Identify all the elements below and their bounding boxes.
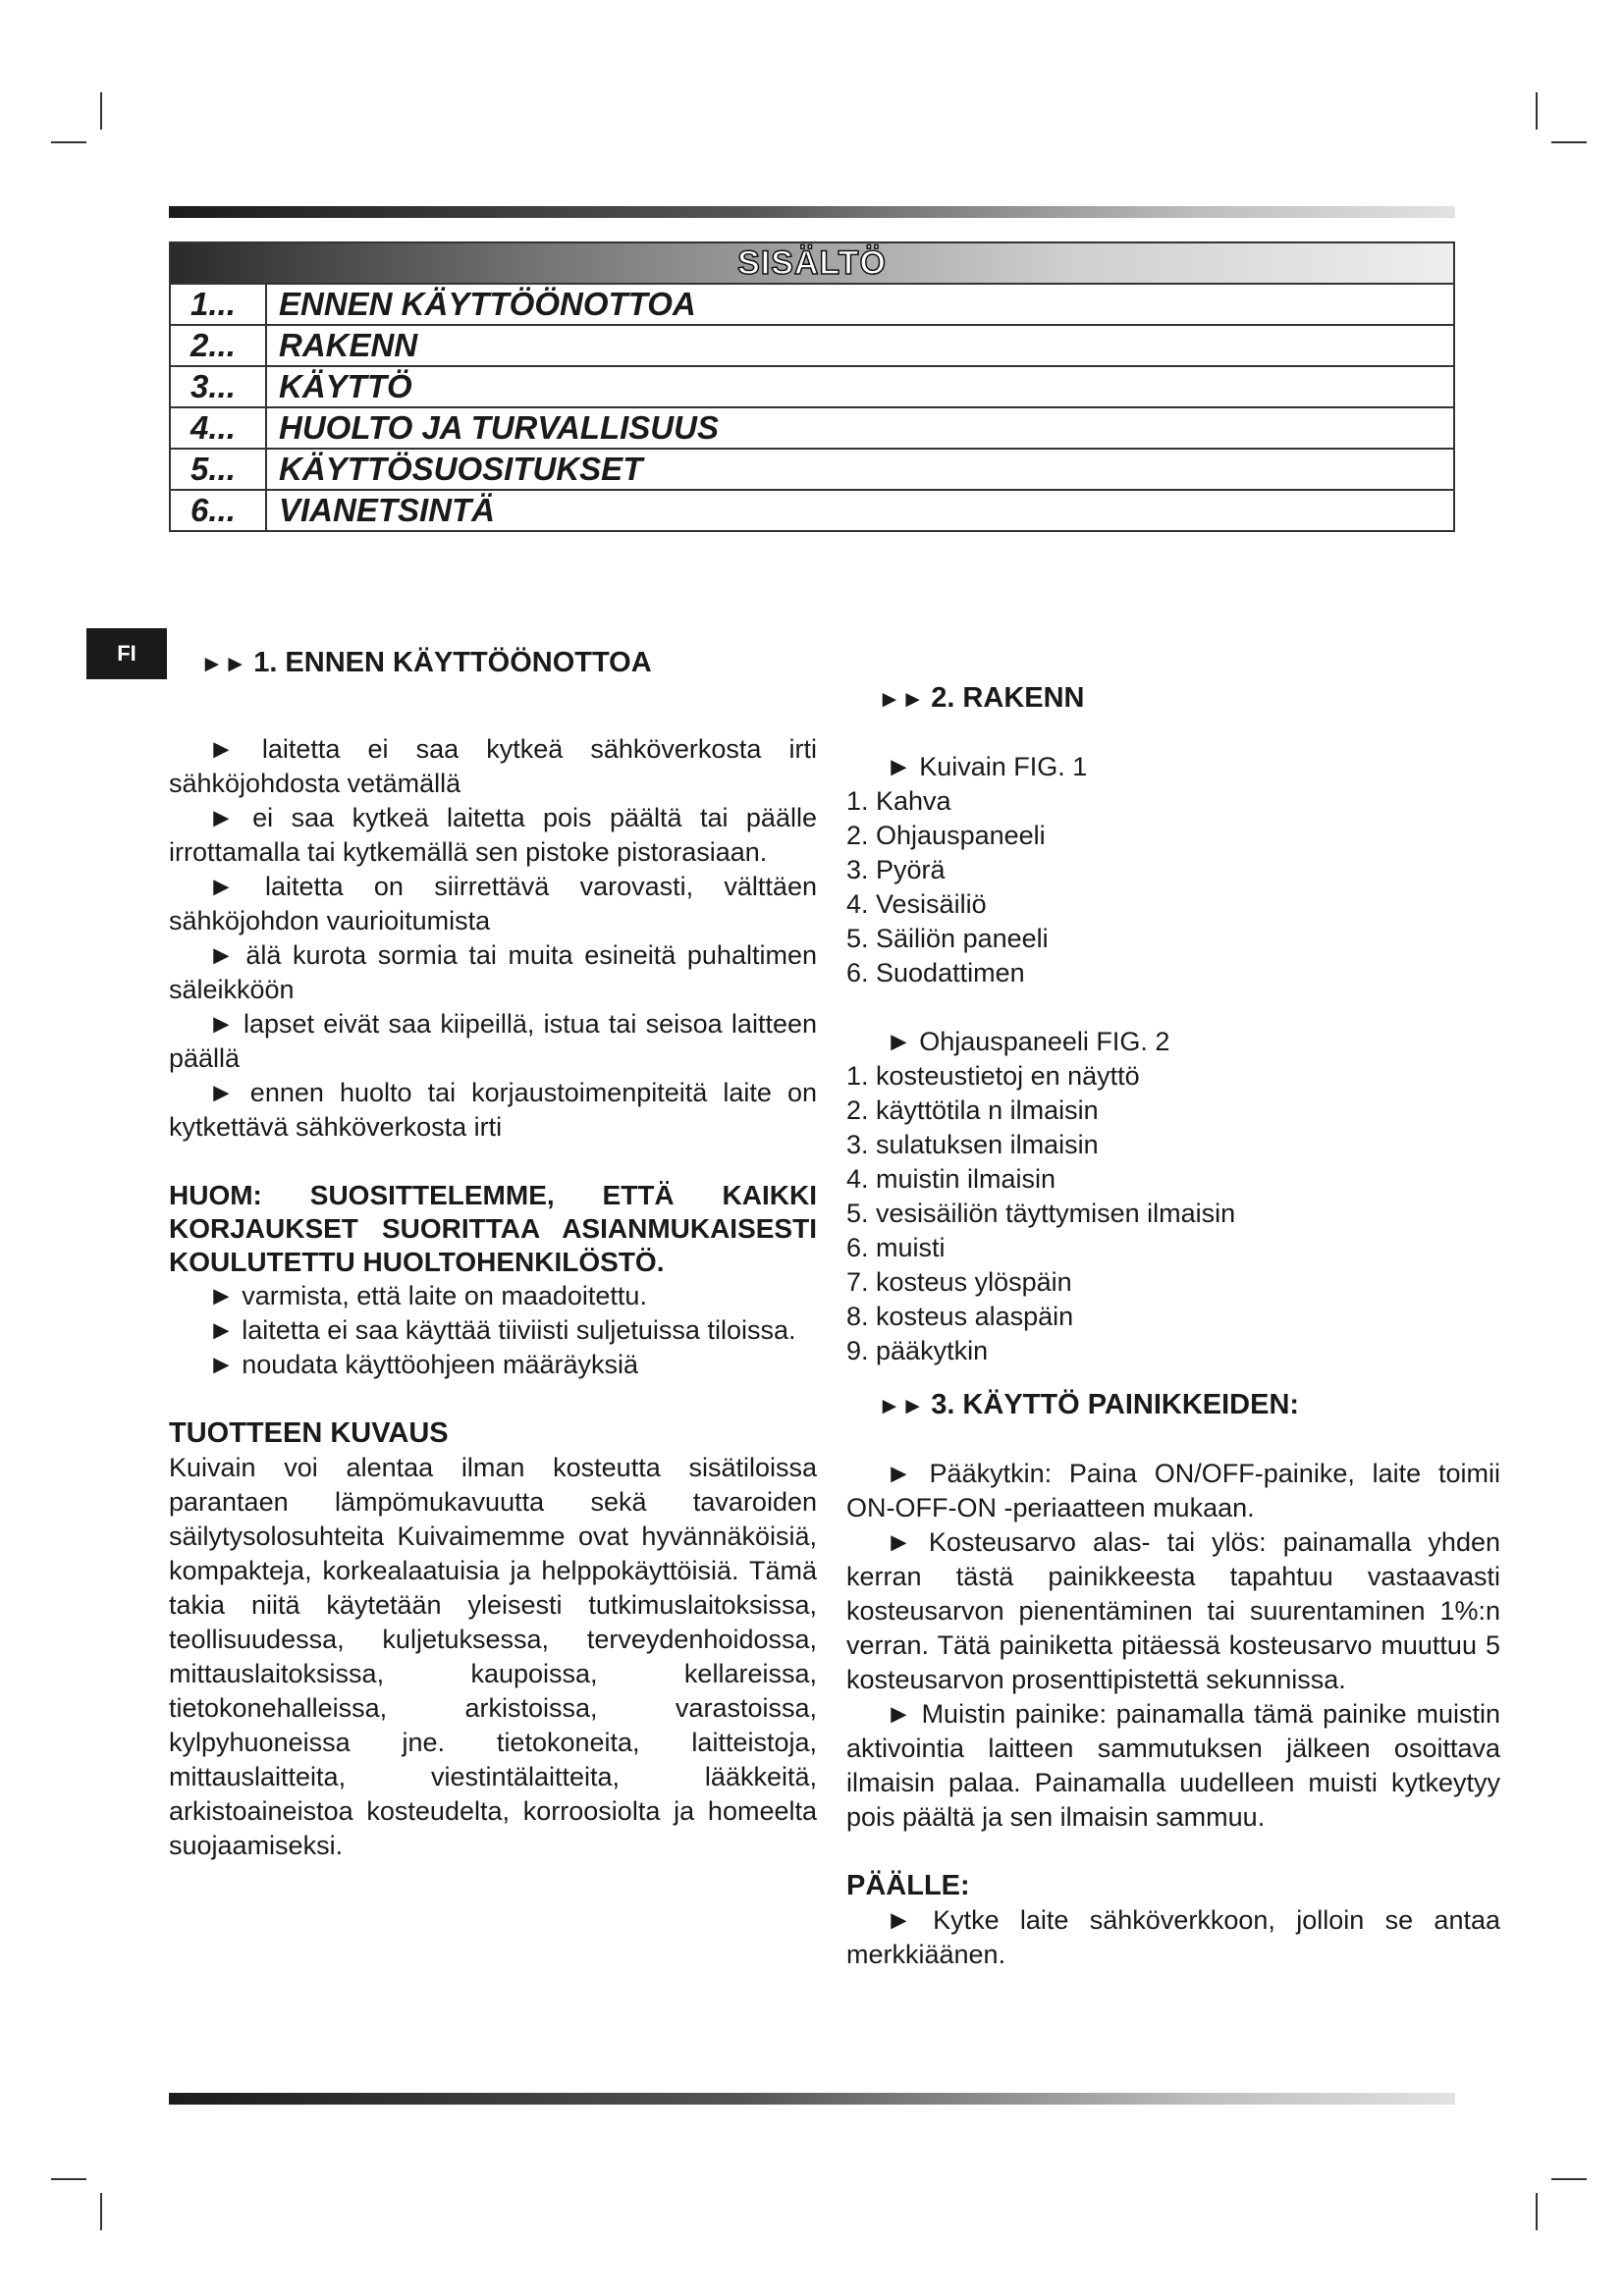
list-item: 4. Vesisäiliö [846, 889, 987, 919]
bullet: ► lapset eivät saa kiipeillä, istua tai seisoa laitteen päällä [169, 1009, 817, 1073]
crop-mark [1551, 2178, 1587, 2180]
fig2-label: ► Ohjauspaneeli FIG. 2 [886, 1027, 1170, 1056]
section-2-heading: ►► 2. RAKENN [878, 682, 1085, 714]
list-item: 9. pääkytkin [846, 1336, 989, 1365]
bullet: ► laitetta ei saa käyttää tiiviisti suljetuissa tiloissa. [208, 1315, 796, 1345]
bullet: ► varmista, että laite on maadoitettu. [208, 1281, 647, 1310]
crop-mark [1551, 141, 1587, 143]
list-item: 8. kosteus alaspäin [846, 1302, 1074, 1331]
fig1-list [846, 784, 1500, 990]
bullet: ► ei saa kytkeä laitetta pois päältä tai päälle irrottamalla tai kytkemällä sen pistoke pistorasiaan. [169, 803, 817, 867]
toc-row: 5... KÄYTTÖSUOSITUKSET [170, 449, 1454, 490]
toc-row: 6... VIANETSINTÄ [170, 490, 1454, 531]
bottom-gradient-bar [169, 2093, 1455, 2105]
product-description: Kuivain voi alentaa ilman kosteutta sisätiloissa parantaen lämpömukavuutta sekä tavaroiden säilytysolosuhteita Kuivaimemme ovat hyvännäköisiä, kompakteja, korkealaatuisia ja helppokäyttöisiä. Tämä takia niitä käytetään yleisesti tutkimuslaitoksissa, teollisuudessa, kuljetuksessa, terveydenhoidossa, mittauslaitoksissa, kaupoissa, kellareissa, tietokonehalleissa, arkistoissa, varastoissa, kylpyhuoneissa jne. tietokoneita, laitteistoja, mittauslaitteita, viestintälaitteita, lääkkeitä, arkistoaineistoa kosteudelta, korroosiolta ja homeelta suojaamiseksi. [169, 1453, 817, 1860]
list-item: 4. muistin ilmaisin [846, 1164, 1056, 1194]
list-item: 6. muisti [846, 1233, 946, 1262]
list-item: 5. Säiliön paneeli [846, 924, 1049, 953]
crop-mark [1536, 2193, 1538, 2230]
bullet: ► laitetta ei saa kytkeä sähköverkosta irti sähköjohdosta vetämällä [169, 734, 818, 798]
crop-mark [51, 2178, 86, 2180]
toc-title: SISÄLTÖ [170, 242, 1454, 284]
list-item: 2. käyttötila n ilmaisin [846, 1095, 1099, 1125]
fig1-label: ► Kuivain FIG. 1 [886, 752, 1088, 781]
paragraph: ► Muistin painike: painamalla tämä painike muistin aktivointia laitteen sammutuksen jälkeen osoittava ilmaisin palaa. Painamalla uudelleen muisti kytkeytyy pois päältä ja sen ilmaisin sammuu. [846, 1699, 1500, 1832]
table-of-contents [169, 241, 1455, 532]
list-item: 5. vesisäiliön täyttymisen ilmaisin [846, 1199, 1236, 1228]
product-heading: TUOTTEEN KUVAUS [169, 1417, 449, 1449]
toc-row: 3... KÄYTTÖ [170, 366, 1454, 407]
bullet: ► laitetta on siirrettävä varovasti, välttäen sähköjohdon vaurioitumista [169, 872, 817, 935]
list-item: 3. sulatuksen ilmaisin [846, 1130, 1099, 1159]
list-item: 3. Pyörä [846, 855, 946, 884]
toc-row: 4... HUOLTO JA TURVALLISUUS [170, 407, 1454, 449]
crop-mark [100, 92, 102, 130]
paragraph: ► Kosteusarvo alas- tai ylös: painamalla yhden kerran tästä painikkeesta tapahtuu vastaavasti kosteusarvon pienentäminen tai suurentaminen 1%:n verran. Tätä painiketta pitäessä kosteusarvo muuttuu 5 kosteusarvon prosenttipistettä sekunnissa. [846, 1527, 1500, 1694]
crop-mark [1536, 92, 1538, 130]
list-item: 1. Kahva [846, 786, 951, 816]
section-1-heading: ►► 1. ENNEN KÄYTTÖÖNOTTOA [200, 647, 652, 678]
left-column [169, 646, 817, 1863]
list-item: 6. Suodattimen [846, 958, 1025, 988]
bullet: ► älä kurota sormia tai muita esineitä puhaltimen säleikköön [169, 940, 817, 1004]
paragraph: ► Pääkytkin: Paina ON/OFF-painike, laite toimii ON-OFF-ON -periaatteen mukaan. [846, 1459, 1500, 1522]
fig2-list [846, 1059, 1500, 1368]
top-gradient-bar [169, 206, 1455, 218]
bullet: ► ennen huolto tai korjaustoimenpiteitä laite on kytkettävä sähköverkosta irti [169, 1078, 817, 1142]
list-item: 2. Ohjauspaneeli [846, 821, 1046, 850]
list-item: 7. kosteus ylöspäin [846, 1267, 1072, 1297]
list-item: 1. kosteustietoj en näyttö [846, 1061, 1140, 1091]
language-tab: FI [86, 628, 167, 679]
crop-mark [100, 2193, 102, 2230]
toc-row: 2... RAKENN [170, 325, 1454, 366]
crop-mark [51, 141, 86, 143]
on-heading: PÄÄLLE: [846, 1870, 970, 1901]
paragraph: ► Kytke laite sähköverkkoon, jolloin se antaa merkkiäänen. [846, 1905, 1500, 1969]
toc-row: 1... ENNEN KÄYTTÖÖNOTTOA [170, 284, 1454, 325]
right-column [846, 681, 1500, 1972]
warning-note: HUOM: SUOSITTELEMME, ETTÄ KAIKKI KORJAUKSET SUORITTAA ASIANMUKAISESTI KOULUTETTU HUOLTOHENKILÖSTÖ. [169, 1180, 817, 1277]
section-3-heading: ►► 3. KÄYTTÖ PAINIKKEIDEN: [878, 1389, 1300, 1420]
bullet: ► noudata käyttöohjeen määräyksiä [208, 1350, 638, 1379]
